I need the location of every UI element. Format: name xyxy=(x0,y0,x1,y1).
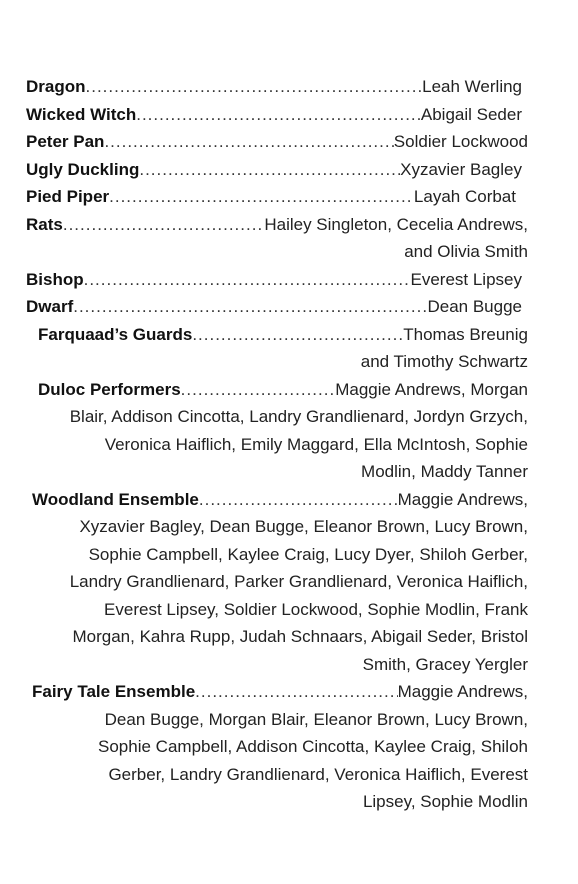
actor-names-continued: Xyzavier Bagley, Dean Bugge, Eleanor Brown, Lucy Brown, xyxy=(79,517,528,536)
actor-names: Everest Lipsey xyxy=(410,269,522,289)
actor-names: Abigail Seder xyxy=(420,104,522,124)
cast-entry-dragon xyxy=(26,73,528,101)
actor-names-continued: Landry Grandlienard, Parker Grandlienard, Veronica Haiflich, xyxy=(69,572,528,591)
role-name: Pied Piper xyxy=(26,187,110,206)
role-name: Fairy Tale Ensemble xyxy=(32,682,196,701)
actor-names-continued: Smith, Gracey Yergler xyxy=(362,654,528,674)
actor-names-continued: and Olivia Smith xyxy=(404,242,528,261)
role-name: Woodland Ensemble xyxy=(32,489,199,509)
leader-dots xyxy=(84,266,411,294)
actor-names-continued: Morgan, Kahra Rupp, Judah Schnaars, Abigail Seder, Bristol xyxy=(72,627,528,646)
actor-names: Hailey Singleton, Cecelia Andrews, xyxy=(264,214,528,234)
actor-names-continued: Sophie Campbell, Addison Cincotta, Kaylee Craig, Shiloh xyxy=(98,737,528,756)
actor-names: Leah Werling xyxy=(422,77,522,96)
leader-dots xyxy=(73,293,427,321)
cast-entry-wicked-witch xyxy=(26,101,528,129)
cast-entry-pied-piper xyxy=(26,183,528,211)
leader-dots xyxy=(139,156,400,184)
leader-dots xyxy=(199,486,398,514)
cast-entry-rats xyxy=(26,211,528,266)
cast-entry-bishop xyxy=(26,266,528,294)
leader-dots xyxy=(181,376,336,404)
cast-list xyxy=(26,73,528,816)
actor-names-continued: Gerber, Landry Grandlienard, Veronica Haiflich, Everest xyxy=(108,764,528,784)
leader-dots xyxy=(192,321,403,349)
cast-entry-fairy-tale-ensemble xyxy=(26,678,528,816)
actor-names-continued: Lipsey, Sophie Modlin xyxy=(362,792,528,811)
role-name: Rats xyxy=(26,214,63,234)
actor-names: Xyzavier Bagley xyxy=(400,159,522,179)
actor-names-continued: Veronica Haiflich, Emily Maggard, Ella McIntosh, Sophie xyxy=(104,434,528,454)
actor-names-continued: Sophie Campbell, Kaylee Craig, Lucy Dyer, Shiloh Gerber, xyxy=(88,544,528,564)
actor-names-continued: Modlin, Maddy Tanner xyxy=(361,462,528,481)
role-name: Dwarf xyxy=(26,297,74,316)
actor-names-continued: Blair, Addison Cincotta, Landry Grandlienard, Jordyn Grzych, xyxy=(69,407,528,426)
cast-entry-dwarf xyxy=(26,293,528,321)
role-name: Duloc Performers xyxy=(38,379,181,399)
actor-names: Soldier Lockwood xyxy=(393,132,528,151)
leader-dots xyxy=(104,128,393,156)
actor-names: Maggie Andrews, Morgan xyxy=(335,379,528,399)
role-name: Ugly Duckling xyxy=(26,159,140,179)
role-name: Dragon xyxy=(26,77,86,96)
actor-names: Maggie Andrews, xyxy=(397,682,528,701)
leader-dots xyxy=(86,73,423,101)
cast-entry-peter-pan xyxy=(26,128,528,156)
leader-dots xyxy=(195,678,397,706)
cast-entry-duloc-performers xyxy=(26,376,528,486)
cast-entry-woodland-ensemble xyxy=(26,486,528,679)
actor-names: Maggie Andrews, xyxy=(397,489,528,509)
role-name: Wicked Witch xyxy=(26,104,137,124)
actor-names-continued: and Timothy Schwartz xyxy=(360,352,528,371)
actor-names-continued: Everest Lipsey, Soldier Lockwood, Sophie Modlin, Frank xyxy=(104,599,528,619)
actor-names-continued: Dean Bugge, Morgan Blair, Eleanor Brown, Lucy Brown, xyxy=(104,709,528,729)
leader-dots xyxy=(136,101,421,129)
leader-dots xyxy=(109,183,414,211)
actor-names: Dean Bugge xyxy=(427,297,522,316)
actor-names: Thomas Breunig xyxy=(403,324,528,344)
actor-names: Layah Corbat xyxy=(413,187,516,206)
role-name: Peter Pan xyxy=(26,132,105,151)
leader-dots xyxy=(63,211,264,239)
cast-entry-farquaads-guards xyxy=(26,321,528,376)
cast-entry-ugly-duckling xyxy=(26,156,528,184)
role-name: Farquaad’s Guards xyxy=(38,324,193,344)
role-name: Bishop xyxy=(26,269,84,289)
